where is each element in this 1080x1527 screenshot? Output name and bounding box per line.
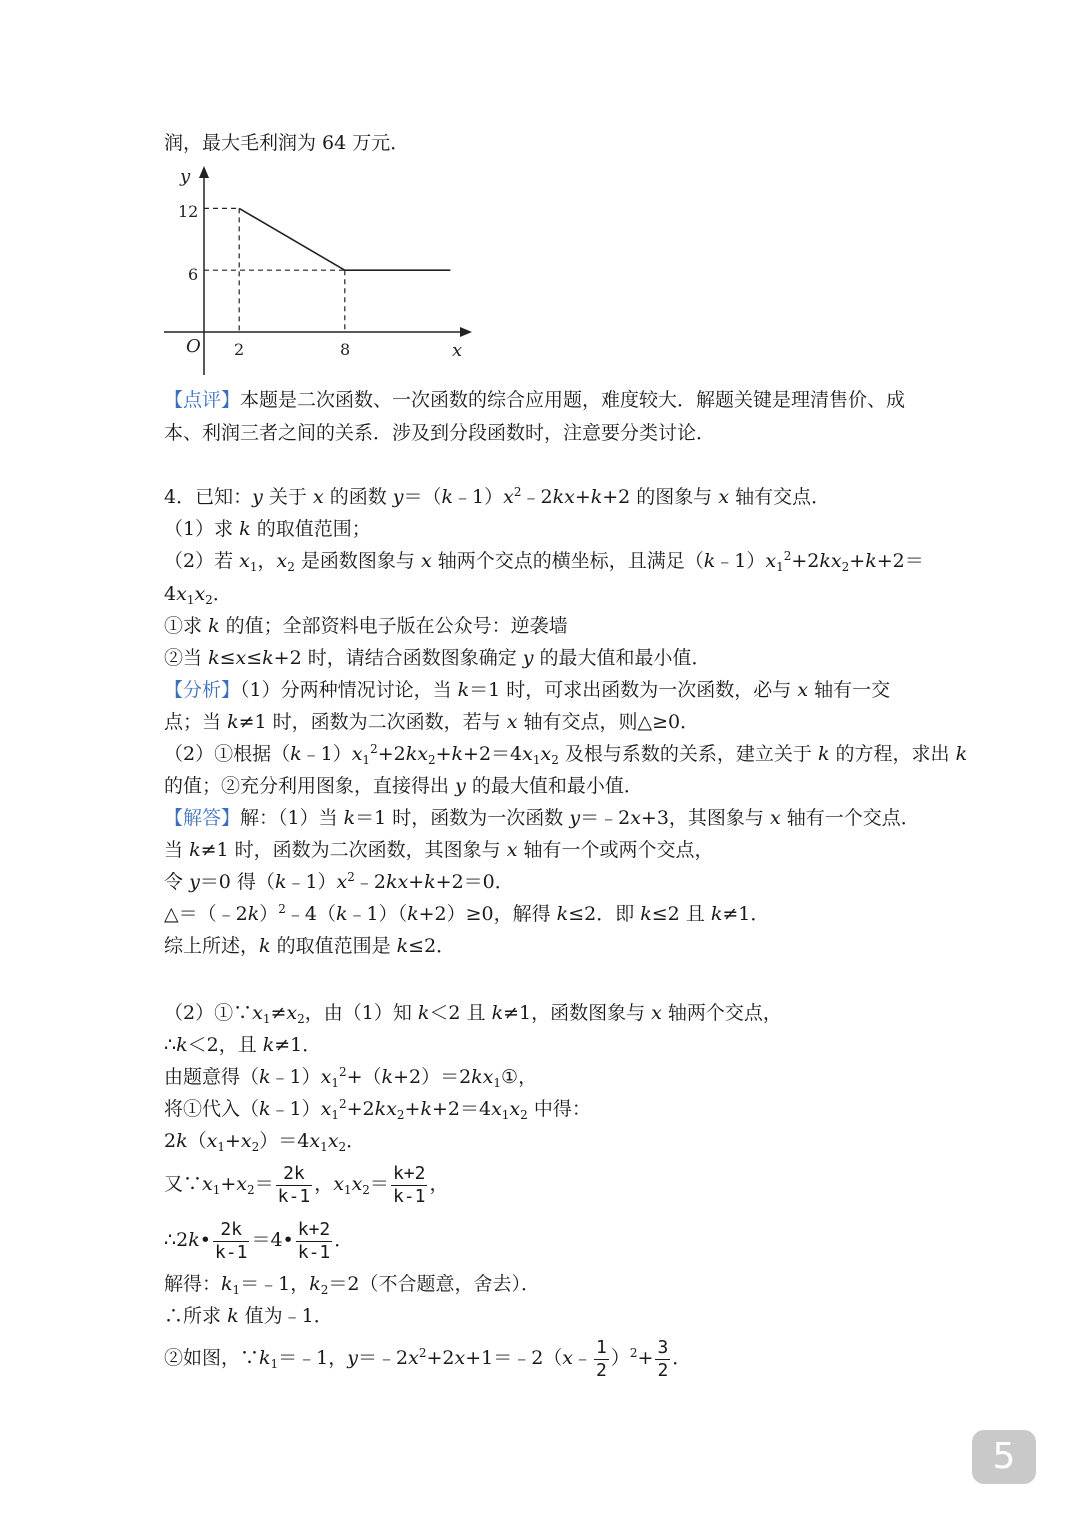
x-tick-label-8: 8	[340, 340, 351, 359]
solution-tag: 【解答】	[164, 807, 241, 829]
y-tick-label-12: 12	[178, 202, 199, 221]
solution-line-3: 令 y＝0 得$(k﹣1)x^2﹣2kx+k+2=0$．	[164, 870, 514, 893]
fraction-three-halves: $\frac{3}{2}$	[657, 1336, 669, 1381]
analysis-line-2: 点；当 k≠1 时，函数为二次函数，若与 x 轴有交点，则△≥0．	[164, 711, 700, 733]
question-4-stem: 4．已知：y 关于 x 的函数 $y=(k﹣1)x^2﹣2kx+k+2$ 的图象与 x 轴有交点．	[164, 485, 831, 508]
solution-part2-line-1: $(2)①\because x_1\ne x_2$，由（1）知 k＜2 且 k≠1，函数图象与 x 轴两个交点，	[164, 1002, 782, 1026]
fraction-one-half: $\frac{1}{2}$	[596, 1336, 607, 1381]
fraction-2k-over-k-1: $\frac{2k}{k-1}$	[277, 1162, 311, 1207]
question-4-part-2-cont: $4x_1x_2$．	[164, 583, 232, 607]
solution-part2-line-8: 解得：$k_1=﹣1$，$k_2=2$（不合题意，舍去）．	[164, 1273, 541, 1297]
text-line: 润，最大毛利润为 64 万元．	[164, 132, 410, 154]
y-axis-label: y	[180, 166, 191, 187]
solution-line-1: 【解答】解：（1）当 k＝1 时，函数为一次函数 y＝﹣2x+3，其图象与 x 轴有一个交点．	[164, 807, 920, 829]
commentary-tag: 【点评】	[164, 389, 241, 411]
solution-line-5: 综上所述，k 的取值范围是 k≤2．	[164, 935, 456, 957]
x-axis-label: x	[452, 340, 463, 361]
fraction-2k-over-k-1: $\frac{2k}{k-1}$	[214, 1218, 248, 1263]
solution-part2-line-4: 将①代入$(k﹣1)x_1^2+2kx_2+k+2=4x_1x_2$ 中得：	[164, 1097, 591, 1122]
question-4-part-2: （2）若 $x_1$，$x_2$ 是函数图象与 x 轴两个交点的横坐标，且满足$(k﹣1)x_1^2+2kx_2+k+2=$	[164, 549, 924, 574]
fraction-k2-over-k-1: $\frac{k+2}{k-1}$	[297, 1218, 331, 1263]
analysis-line-1: 【分析】（1）分两种情况讨论，当 k＝1 时，可求出函数为一次函数，必与 x 轴有一交	[164, 679, 891, 701]
solution-part2-line-7: ∴2k• $\frac{2k}{k-1}$ ＝4• $\frac{k+2}{k-1}$ ．	[164, 1218, 354, 1263]
solution-part2-line-2: ∴k＜2，且 k≠1．	[164, 1034, 322, 1056]
fraction-k2-over-k-1: $\frac{k+2}{k-1}$	[392, 1162, 426, 1207]
solution-line-2: 当 k≠1 时，函数为二次函数，其图象与 x 轴有一个或两个交点，	[164, 839, 714, 861]
analysis-line-3: （2）①根据$(k﹣1)x_1^2+2kx_2+k+2=4x_1x_2$ 及根与系数的关系，建立关于 k 的方程，求出 k	[164, 742, 968, 767]
y-tick-label-6: 6	[188, 265, 199, 284]
question-4-part-1: （1）求 k 的取值范围；	[164, 518, 371, 540]
commentary-line-1: 【点评】本题是二次函数、一次函数的综合应用题，难度较大．解题关键是理清售价、成	[164, 389, 906, 411]
question-4-sub-2: ②当 k≤x≤k+2 时，请结合函数图象确定 y 的最大值和最小值．	[164, 647, 711, 669]
solution-part2-line-5: $2k(x_1+x_2)=4x_1x_2$．	[164, 1130, 366, 1154]
commentary-line-2: 本、利润三者之间的关系．涉及到分段函数时，注意要分类讨论．	[164, 422, 716, 444]
question-4-sub-1: ①求 k 的值；全部资料电子版在公众号：逆袭墙	[164, 615, 568, 637]
analysis-line-4: 的值；②充分利用图象，直接得出 y 的最大值和最小值．	[164, 775, 643, 797]
solution-line-4: △＝（﹣2k）$^2$﹣4（k﹣1）（k+2）≥0，解得 k≤2．即 k≤2 且 k≠1．	[164, 902, 770, 925]
x-tick-label-2: 2	[234, 340, 245, 359]
x-axis	[164, 327, 472, 337]
analysis-tag: 【分析】	[164, 679, 241, 701]
origin-label: O	[186, 336, 201, 357]
solution-part2-line-6: 又$\because x_1+x_2=$ $\frac{2k}{k-1}$ ，$x_1x_2=$ $\frac{k+2}{k-1}$ ，	[164, 1162, 449, 1207]
page-number-badge: 5	[972, 1430, 1036, 1484]
solution-part2-line-3: 由题意得$(k﹣1)x_1^2+(k+2)=2kx_1①$，	[164, 1065, 538, 1090]
solution-part2-line-9: ∴所求 k 值为﹣1．	[164, 1305, 333, 1327]
function-segment-0	[239, 208, 345, 270]
piecewise-function-graph	[150, 160, 480, 385]
solution-part2-line-10: ②如图，$\because k_1=﹣1$，$y=﹣2x^2+2x+1=﹣2(x﹣$ $\frac{1}{2}$ ）$^2$+ $\frac{3}{2}$ ．	[164, 1336, 692, 1381]
